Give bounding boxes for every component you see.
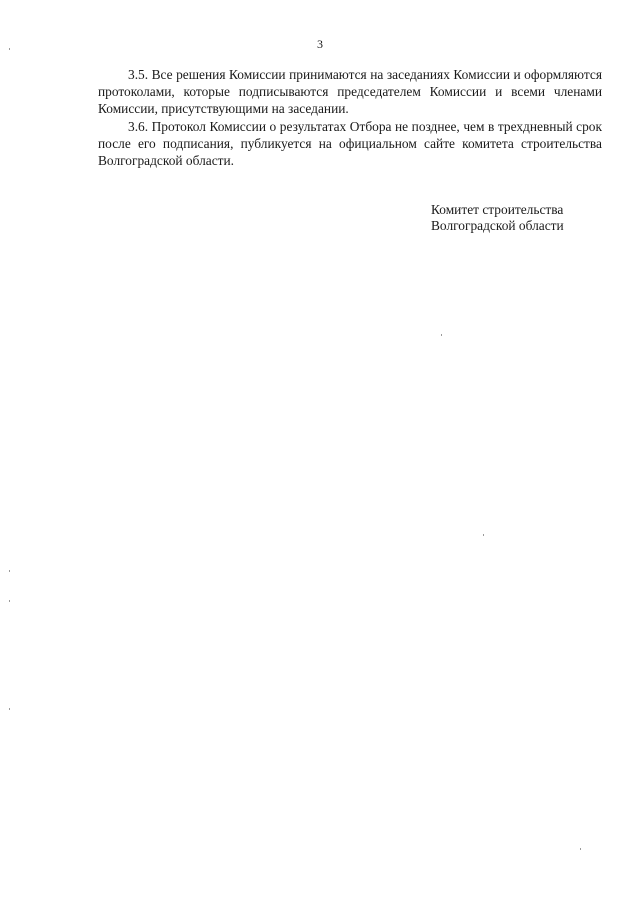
- scan-speck: [9, 570, 10, 572]
- scan-speck: [483, 534, 484, 536]
- scan-speck: [9, 708, 10, 710]
- document-body: [98, 66, 602, 169]
- page-number: 3: [317, 37, 323, 51]
- scan-speck: [9, 600, 10, 602]
- scan-speck: [9, 48, 10, 50]
- signature-line-2: Волгоградской области: [431, 218, 564, 233]
- paragraph-3-6: 3.6. Протокол Комиссии о результатах Отбора не позднее, чем в трехдневный срок после его подписания, публикуется на официальном сайте комитета строительства Волгоградской области.: [98, 118, 602, 169]
- paragraph-3-5: 3.5. Все решения Комиссии принимаются на заседаниях Комиссии и оформляются протоколами, которые подписываются председателем Комиссии и всеми членами Комиссии, присутствующими на заседании.: [98, 67, 602, 117]
- signature-line-1: Комитет строительства: [431, 202, 564, 217]
- scan-speck: [441, 334, 442, 336]
- scan-speck: [580, 848, 581, 850]
- signature-block: [431, 202, 564, 234]
